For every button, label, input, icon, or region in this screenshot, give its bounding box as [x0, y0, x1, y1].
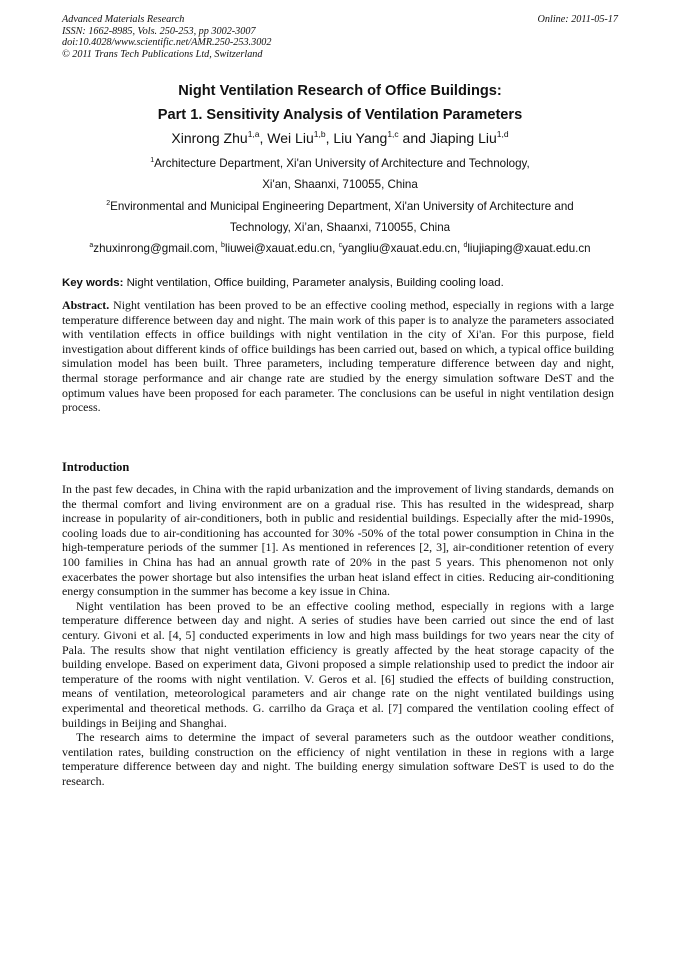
intro-paragraph-3: The research aims to determine the impact of several parameters such as the outdoor weather conditions, ventilation rates, building construction on the efficiency of night ventilation in these in regions with a large temperature difference between day and night. The building energy simulation software DeST is used to do the research. — [62, 730, 614, 788]
email-mark: c — [338, 242, 343, 249]
author-separator: , — [325, 130, 334, 146]
affiliation-text: Architecture Department, Xi'an University of Architecture and Technology, — [154, 157, 530, 170]
affiliation-mark: 2 — [106, 200, 111, 207]
copyright-line: © 2011 Trans Tech Publications Ltd, Switzerland — [62, 48, 263, 60]
affiliation-1-line-1 — [62, 157, 618, 171]
author-list — [62, 129, 618, 147]
intro-paragraph-2: Night ventilation has been proved to be an effective cooling method, especially in regions with a large temperature difference between day and night. A series of studies have been carried out since the end of last century. Givoni et al. [4, 5] conducted experiments in low and high mass buildings for two years near the city of Pala. The results show that night ventilation efficiency is greatly affected by the heat storage capacity of the building envelope. Based on experiment data, Givoni proposed a simple relationship used to predict the indoor air temperature of the rooms with night ventilation. V. Geros et al. [6] studied the effects of building construction, means of ventilation, meteorological parameters and air change rate on the night ventilated buildings using experimental and theoretical methods. G. carrilho da Graça et al. [7] compared the ventilation cooling effect of buildings in Beijing and Shanghai. — [62, 598, 614, 730]
affiliation-mark: 1 — [150, 157, 155, 164]
author-conjunction: and — [398, 130, 430, 146]
author-affiliation-mark: 1,a — [247, 129, 260, 139]
email-address[interactable]: zhuxinrong@gmail.com — [93, 242, 215, 255]
keywords — [62, 276, 618, 290]
author-name: Liu Yang — [333, 130, 388, 146]
email-address[interactable]: yangliu@xauat.edu.cn — [342, 242, 457, 255]
introduction-body — [62, 482, 614, 788]
abstract — [62, 298, 614, 415]
abstract-text: Night ventilation has been proved to be an effective cooling method, especially in regions with a large temperature difference between day and night. The main work of this paper is to analyze the parameters associated with ventilation effects in office buildings with night ventilation in the city of Xi'an. For this purpose, field investigation about different kinds of office buildings has been carried out, based on which, a typical office building simulation model has been built. Three parameters, including temperature difference between day and night, thermal storage performance and air change rate are studied by the energy simulation software DeST and the optimum values have been proposed for each parameter. The conclusions can be useful in night ventilation design process. — [62, 298, 614, 415]
journal-name: Advanced Materials Research — [62, 14, 185, 25]
author-affiliation-mark: 1,d — [496, 129, 509, 139]
doi-line: doi:10.4028/www.scientific.net/AMR.250-253.3002 — [62, 37, 272, 49]
author-separator: , — [259, 130, 268, 146]
paper-title-line-1: Night Ventilation Research of Office Buildings: — [178, 83, 502, 99]
affiliation-1-line-2: Xi'an, Shaanxi, 710055, China — [262, 178, 418, 191]
email-list: $^a$zhuxinrong@gmail.com, $^b$liuwei@xauat.edu.cn, $^c$yangliu@xauat.edu.cn, $^d$liujiaping@xauat.edu.cn — [89, 242, 591, 255]
paper-title-line-2: Part 1. Sensitivity Analysis of Ventilation Parameters — [157, 107, 523, 123]
keywords-label: Key words: — [62, 277, 124, 289]
affiliation-text: Environmental and Municipal Engineering Department, Xi'an University of Architecture and — [110, 200, 574, 213]
email-address[interactable]: liuwei@xauat.edu.cn — [224, 242, 333, 255]
issn-line: ISSN: 1662-8985, Vols. 250-253, pp 3002-3007 — [62, 25, 256, 37]
email-mark: d — [463, 242, 468, 249]
affiliation-2-line-1 — [62, 200, 618, 214]
email-mark: a — [89, 242, 94, 249]
author-name: Wei Liu — [267, 130, 314, 146]
affiliation-2-line-2: Technology, Xi’an, Shaanxi, 710055, China — [229, 221, 451, 234]
author-name: Xinrong Zhu — [171, 130, 248, 146]
keywords-text: Night ventilation, Office building, Parameter analysis, Building cooling load. — [123, 277, 504, 289]
intro-paragraph-1: In the past few decades, in China with the rapid urbanization and the improvement of living standards, demands on the thermal comfort and living environment are on a gradual rise. This has resulted in the widespread, sharp increase in popularity of air-conditioners, both in public and residential buildings. Especially after the mid-1990s, cooling loads due to air-conditioning has accounted for 30% -50% of the total power consumption in China in the high-temperature periods of the summer [1]. As mentioned in references [2, 3], air-conditioner retention of every 100 families in China has had an annual growth rate of 20% in the past 5 years. This phenomenon not only exacerbates the power shortage but also intensifies the urban heat island effect in cities. Reducing air-conditioning energy consumption in the summer has become a key issue in China. — [62, 482, 614, 599]
author-affiliation-mark: 1,c — [387, 129, 399, 139]
author-affiliation-mark: 1,b — [313, 129, 326, 139]
section-heading-introduction: Introduction — [62, 460, 130, 474]
author-name: Jiaping Liu — [429, 130, 497, 146]
email-mark: b — [221, 242, 225, 249]
abstract-label: Abstract. — [62, 298, 110, 312]
email-address[interactable]: liujiaping@xauat.edu.cn — [467, 242, 591, 255]
journal-header — [62, 14, 618, 60]
online-date: Online: 2011-05-17 — [537, 14, 618, 25]
